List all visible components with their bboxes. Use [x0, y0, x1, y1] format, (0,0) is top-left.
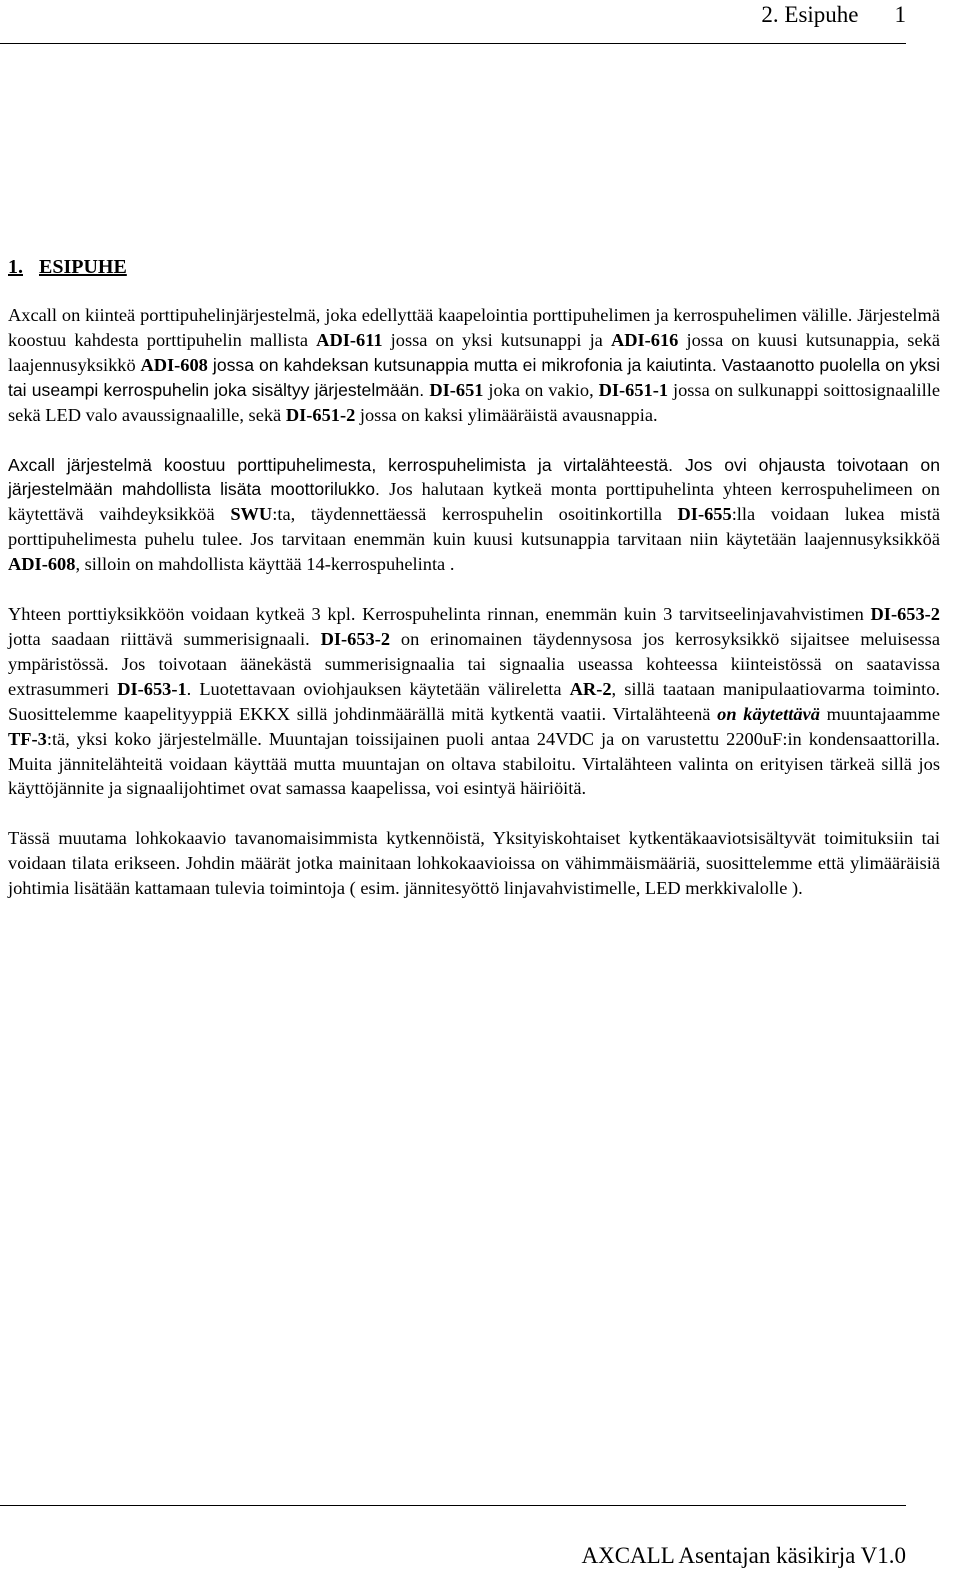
header-section: 2. Esipuhe	[761, 2, 859, 27]
text-run: Järjestelmä koostuu kahdesta porttipuhelin mallista	[8, 305, 940, 350]
text-run: :tä, yksi koko järjestelmälle. Muuntajan toissijainen puoli antaa 24VDC ja on varustettu 2200uF:in kondensaattorilla. Muita jännitelähteitä voidaan käyttää mutta muuntajan on oltava stabiloitu. Virtalähteen valinta on erityisen tärkeä sillä jos käyttöjännite ja signaalijohtimet ovat samassa kaapelissa, voi esintyä häiriöitä.	[8, 728, 940, 799]
text-run: muuntajaamme	[819, 703, 940, 724]
emphasis-text: ADI-616	[610, 329, 679, 350]
text-run: Yhteen porttiyksikköön voidaan kytkeä 3 kpl. Kerrospuhelinta rinnan, enemmän kuin 3 tarvitseelinjavahvistimen	[8, 604, 871, 625]
text-run: jossa on sulkunappi soittosignaalille sekä LED valo avaussignaalille, sekä	[8, 379, 940, 425]
text-run: Jos halutaan kytkeä monta porttipuhelinta yhteen kerrospuhelimeen on käytettävä vaihdeyksikköä	[8, 479, 940, 525]
text-run: jotta saadaan riittävä summerisignaali.	[8, 628, 321, 649]
footer-text: AXCALL Asentajan käsikirja V1.0	[581, 1543, 906, 1568]
emphasis-text: on käytettävä	[717, 703, 820, 724]
text-run: jossa on yksi kutsunappi ja	[382, 329, 611, 350]
text-run: . Luotettavaan oviohjauksen käytetään välireletta	[186, 678, 570, 699]
text-run: Axcall järjestelmä koostuu porttipuhelimesta, kerrospuhelimista ja virtalähteestä. Jos ovi ohjausta toivotaan on järjestelmään mahdollista lisäta moottorilukko.	[8, 454, 940, 500]
emphasis-text: ADI-611	[316, 329, 383, 350]
footer-rule	[0, 1505, 906, 1506]
paragraph-4	[8, 826, 940, 901]
emphasis-text: DI-655	[677, 504, 732, 525]
heading-number: 1.	[8, 256, 23, 278]
emphasis-text: DI-653-2	[870, 604, 940, 625]
text-run: , sillä taataan manipulaatiovarma toiminto. Suosittelemme kaapelityyppiä EKKX sillä johdinmäärällä mitä kytkentä vaatii. Virtalähteenä	[8, 678, 941, 724]
text-run: joka on vakio,	[483, 379, 599, 400]
text-run: :lla voidaan lukea mistä porttipuhelimesta puhelu tulee. Jos tarvitaan enemmän kuin kuusi kutsunappia tarvitaan niin käytetään laajennusyksikköä	[8, 504, 941, 550]
text-run: Vastaanotto puolella on yksi tai useampi kerrospuhelin joka sisältyy järjestelmään.	[8, 354, 940, 400]
emphasis-text: AR-2	[569, 678, 612, 699]
page-footer	[0, 1505, 906, 1585]
text-run: jossa on kahdeksan kutsunappia mutta ei mikrofonia ja kaiutinta.	[207, 354, 722, 375]
text-run: Tässä muutama lohkokaavio tavanomaisimmista kytkennöistä, Yksityiskohtaiset kytkentäkaaviotsisältyvät toimituksiin tai voidaan tilata erikseen. Johdin määrät jotka mainitaan lohkokaavioissa on vähimmäismääriä, suosittelemme että ylimääräisiä johtimia lisätään kattamaan tulevia toimintoja ( esim. jännitesyöttö linjavahvistimelle, LED merkkivalolle ).	[8, 828, 940, 899]
text-run: jossa on kuusi kutsunappia, sekä laajennusyksikkö	[8, 329, 940, 375]
text-run: , silloin on mahdollista käyttää 14-kerrospuhelinta .	[75, 554, 455, 575]
emphasis-text: ADI-608	[8, 554, 76, 575]
header-rule	[0, 43, 906, 44]
emphasis-text: SWU	[230, 504, 273, 525]
emphasis-text: DI-651	[429, 379, 484, 400]
heading-title: ESIPUHE	[39, 256, 127, 278]
paragraph-3	[8, 602, 940, 801]
paragraph-2	[8, 453, 940, 578]
text-run: :ta, täydennettäessä kerrospuhelin osoitinkortilla	[272, 504, 678, 525]
emphasis-text: DI-651-2	[285, 404, 356, 425]
paragraph-1	[8, 303, 940, 428]
emphasis-text: ADI-608	[140, 354, 208, 375]
emphasis-text: DI-653-2	[320, 628, 391, 649]
document-body	[8, 253, 940, 926]
text-run: jossa on kaksi ylimääräistä avausnappia.	[355, 404, 658, 425]
emphasis-text: DI-651-1	[598, 379, 669, 400]
emphasis-text: DI-653-1	[117, 678, 187, 699]
text-run: Axcall on kiinteä porttipuhelinjärjestelmä, joka edellyttää kaapelointia porttipuhelimen ja kerrospuhelimen välille.	[8, 305, 858, 325]
section-heading	[8, 253, 940, 281]
text-run: on erinomainen täydennysosa jos kerrosyksikkö sijaitsee meluisessa ympäristössä. Jos toivotaan äänekästä summerisignaalia tai signaalia useassa kohteessa kiinteistössä on saatavissa extrasummeri	[8, 628, 941, 699]
page-header	[0, 0, 906, 44]
emphasis-text: TF-3	[8, 728, 47, 749]
page-number: 1	[894, 2, 906, 27]
header-text	[761, 2, 906, 28]
